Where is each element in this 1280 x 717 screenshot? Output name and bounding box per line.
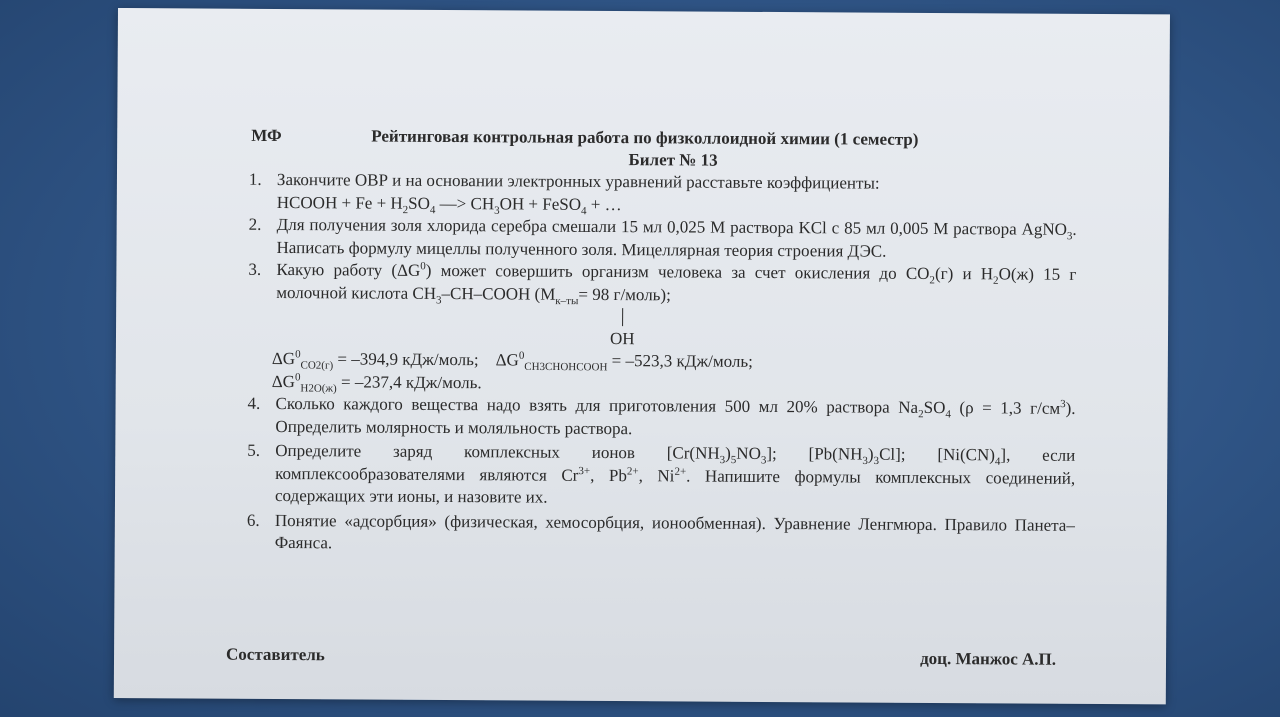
gibbs-values-line-1: $\Delta G^0_{CO2(г)} = -394,9$ кДж/моль; $\Delta G^0_{CH3CHOHCOOH} = -523,3$ кДж/моль; (271, 348, 753, 374)
question-4: 4. Сколько каждого вещества надо взять для приготовления 500 мл 20% раствора $Na_2SO_4$ (ρ = 1,3 $г/см^3$). Определить молярность и моляльность раствора. (247, 393, 1076, 438)
question-text: Понятие «адсорбция» (физическая, хемосорбция, ионообменная). Уравнение Ленгмюра. Правило Панета–Фаянса. (274, 510, 1075, 553)
question-3 (228, 259, 1077, 398)
page-title: Рейтинговая контрольная работа по физколлоидной химии (1 семестр) (371, 126, 919, 149)
question-number: 4. (247, 393, 261, 413)
question-number: 6. (246, 510, 260, 530)
question-number: 2. (248, 214, 262, 234)
question-1 (229, 169, 1077, 219)
footer (225, 644, 1057, 669)
paper-sheet (114, 8, 1170, 704)
question-5: 5. Определите заряд комплексных ионов $[Cr(NH_3)_5NO_3]$; $[Pb(NH_3)_3Cl]$; $[Ni(CN)_4]$, если комплексообразователями являются $Cr^{3+}$, $Pb^{2+}$, $Ni^{2+}$. Напишите формулы комплексных соединений, содержащих эти ионы, и назовите их. (247, 440, 1076, 507)
question-text: Закончите ОВР и на основании электронных уравнений расставьте коэффициенты: (276, 169, 880, 193)
faculty-code: МФ (251, 125, 282, 146)
reaction-equation: HCOOH + $Fe + H_2SO_4$ —> $CH_3OH$ + FeSO$_4$ + … (276, 192, 622, 217)
ticket-number: Билет № 13 (628, 150, 718, 170)
question-text: Сколько каждого вещества надо взять для приготовления 500 мл 20% раствора Na (275, 393, 919, 417)
question-6 (227, 509, 1075, 559)
question-number: 5. (247, 440, 261, 460)
ticket-content (227, 125, 1078, 560)
question-2: 2. Для получения золя хлорида серебра смешали 15 мл 0,025 М раствора KCl с 85 мл 0,005 М раствора AgNO$_3$. Написать формулу мицеллы полученного золя. Мицеллярная теория строения ДЭС. (248, 214, 1077, 261)
gibbs-values-line-2: $\Delta G^0_{H2O(ж)} = -237,4$ кДж/моль. (271, 370, 482, 395)
hydroxyl-group: OH (609, 329, 635, 349)
question-text: Для получения золя хлорида серебра смешали 15 мл 0,025 М раствора KCl с 85 мл 0,005 М раствора AgNO (276, 214, 1067, 239)
question-text: Определите заряд комплексных ионов [Cr(NH (275, 440, 720, 463)
question-number: 3. (248, 259, 262, 279)
question-text: Какую работу $(\Delta G^0)$ может совершить организм человека за счет окисления до $CO_2(г)$ и $H_2O(ж)$ 15 г молочной кислота $CH_3-CH$–COOH ($M_{к-ты}= 98$ г/моль); (276, 259, 1077, 307)
compiler-label: Составитель (225, 644, 325, 665)
question-number: 1. (248, 169, 262, 189)
compiler-name: доц. Манжос А.П. (920, 648, 1057, 669)
